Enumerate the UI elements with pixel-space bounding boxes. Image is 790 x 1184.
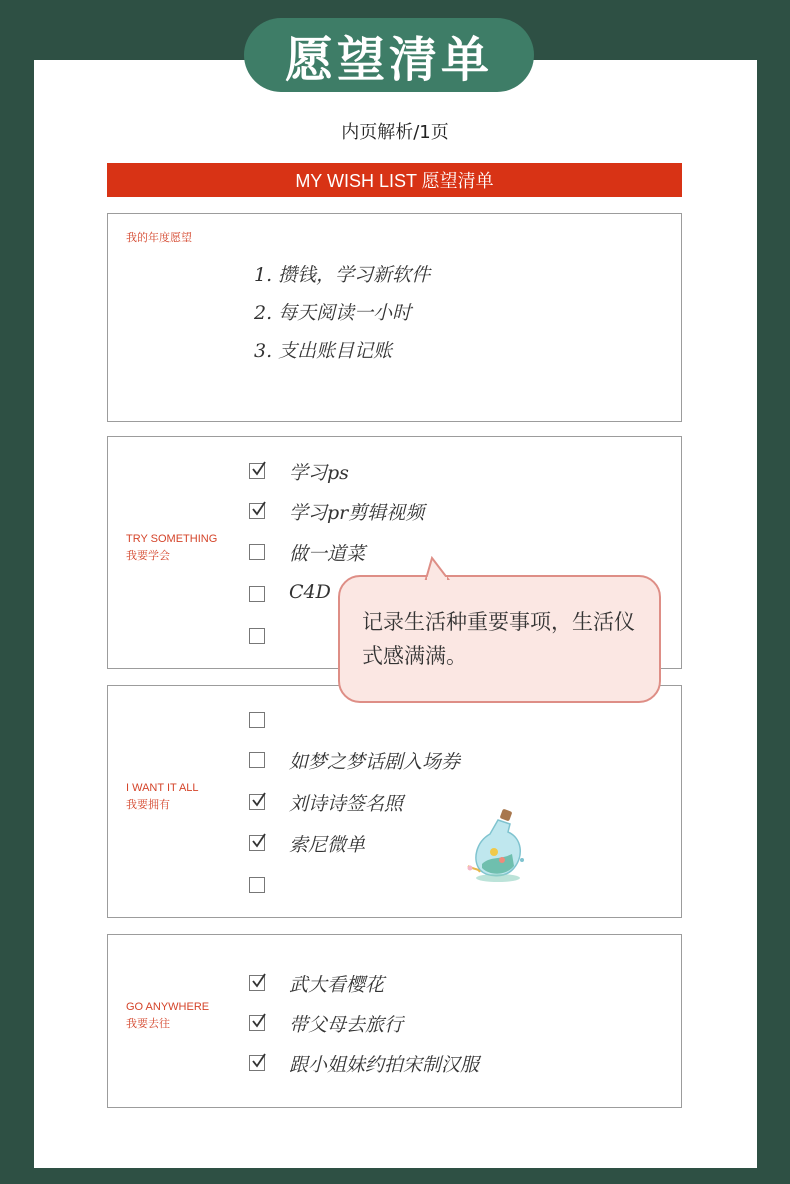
callout-tail-icon	[424, 556, 450, 580]
checkbox[interactable]	[249, 544, 265, 560]
checklist-text: 刘诗诗签名照	[289, 793, 404, 815]
check-icon	[251, 1011, 267, 1031]
checkbox[interactable]	[249, 877, 265, 893]
go-anywhere-label-en: GO ANYWHERE	[126, 1001, 210, 1013]
checkbox[interactable]	[249, 712, 265, 728]
bottle-illustration-icon	[464, 808, 530, 886]
check-icon	[251, 459, 267, 479]
checklist-text: C4D	[289, 581, 331, 603]
try-something-label-en: TRY SOMETHING	[126, 533, 218, 545]
section-banner: MY WISH LIST 愿望清单	[107, 163, 682, 197]
checklist-text: 跟小姐妹约拍宋制汉服	[289, 1054, 480, 1076]
go-anywhere-card	[107, 934, 682, 1108]
checklist-text: 如梦之梦话剧入场券	[289, 751, 461, 773]
want-it-all-label	[126, 780, 199, 814]
checkbox[interactable]	[249, 628, 265, 644]
checklist-text: 学习pr剪辑视频	[289, 502, 425, 524]
check-icon	[251, 971, 267, 991]
callout-bubble	[338, 575, 661, 703]
annual-wish-item: 2. 每天阅读一小时	[254, 302, 412, 324]
checkbox[interactable]	[249, 752, 265, 768]
checklist-text: 做一道菜	[289, 543, 366, 565]
try-something-label	[126, 531, 217, 565]
go-anywhere-label-cn: 我要去往	[126, 1018, 170, 1030]
checkbox[interactable]	[249, 503, 265, 519]
checklist-text: 索尼微单	[289, 834, 366, 856]
checkbox[interactable]	[249, 835, 265, 851]
checkbox[interactable]	[249, 794, 265, 810]
checklist-text: 带父母去旅行	[289, 1014, 404, 1036]
page-title: 愿望清单	[244, 18, 534, 92]
want-it-all-card	[107, 685, 682, 918]
checkbox[interactable]	[249, 975, 265, 991]
go-anywhere-label	[126, 999, 209, 1033]
checklist-text: 学习ps	[289, 462, 349, 484]
want-it-all-label-en: I WANT IT ALL	[126, 782, 199, 794]
annual-wish-label: 我的年度愿望	[126, 232, 192, 244]
checkbox[interactable]	[249, 463, 265, 479]
check-icon	[251, 499, 267, 519]
callout-text: 记录生活种重要事项，生活仪式感满满。	[362, 610, 635, 668]
annual-wish-item: 3. 支出账目记账	[254, 340, 393, 362]
checkbox[interactable]	[249, 1055, 265, 1071]
check-icon	[251, 831, 267, 851]
try-something-label-cn: 我要学会	[126, 550, 170, 562]
check-icon	[251, 790, 267, 810]
checklist-text: 武大看樱花	[289, 974, 385, 996]
page-subtitle: 内页解析/1页	[341, 122, 449, 143]
annual-wish-card	[107, 213, 682, 422]
check-icon	[251, 1051, 267, 1071]
want-it-all-label-cn: 我要拥有	[126, 799, 170, 811]
checkbox[interactable]	[249, 586, 265, 602]
annual-wish-item: 1. 攒钱，学习新软件	[254, 264, 431, 286]
checkbox[interactable]	[249, 1015, 265, 1031]
